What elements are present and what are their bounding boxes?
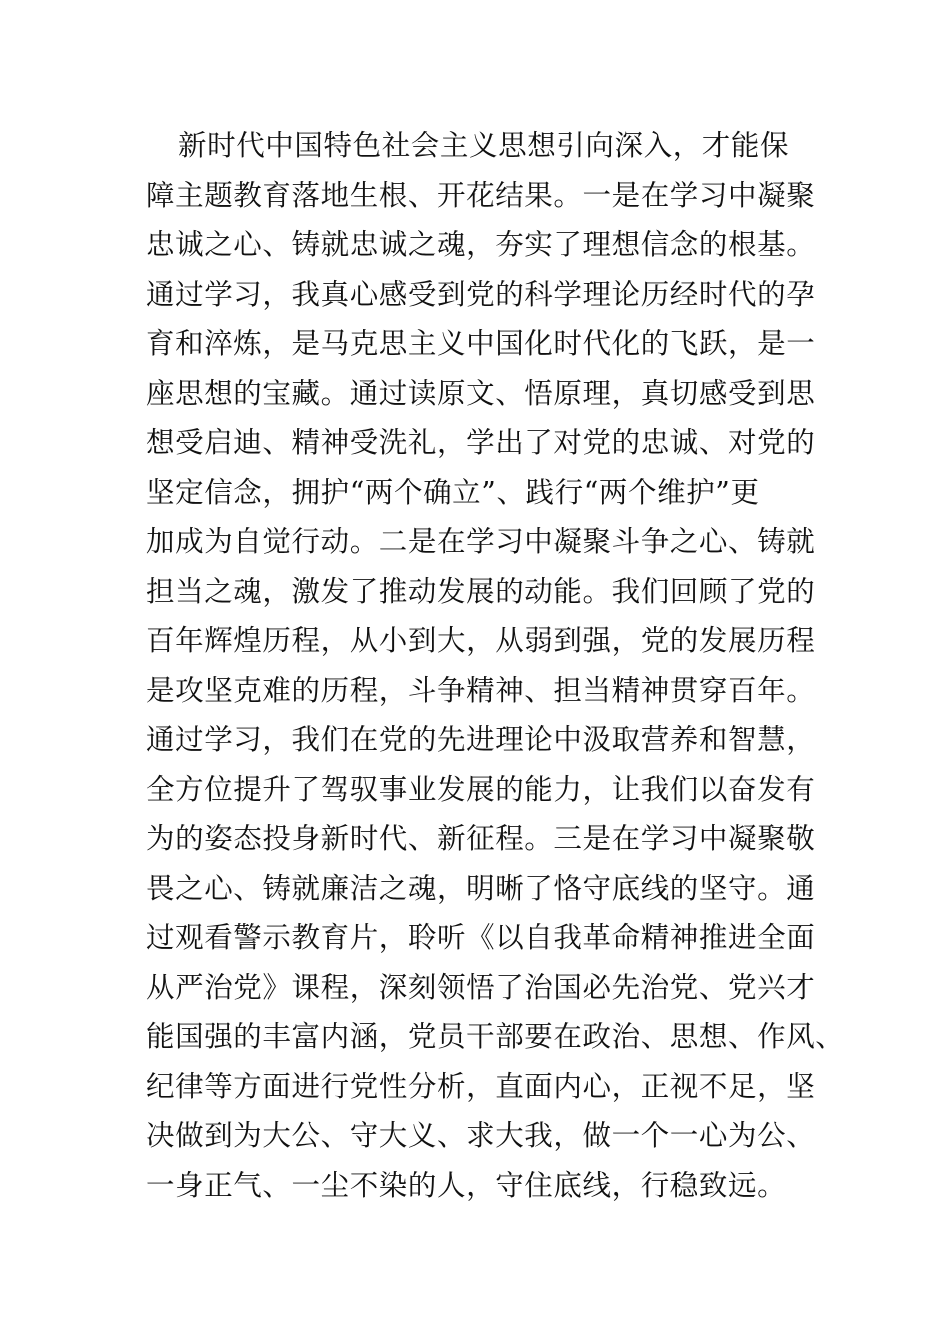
text-line-9: 加成为自觉行动。二是在学习中凝聚斗争之心、铸就: [146, 525, 816, 558]
text-line-18: 从严治党》课程，深刻领悟了治国必先治党、党兴才: [146, 970, 816, 1004]
text-line-8: 坚定信念，拥护“两个确立”、践行“两个维护”更: [146, 475, 760, 509]
text-line-15: 为的姿态投身新时代、新征程。三是在学习中凝聚敬: [146, 822, 816, 855]
body-paragraph: [146, 121, 845, 1210]
text-line-1: 新时代中国特色社会主义思想引向深入，才能保: [178, 129, 790, 162]
text-line-10: 担当之魂，激发了推动发展的动能。我们回顾了党的: [146, 574, 816, 608]
text-line-19: 能国强的丰富内涵，党员干部要在政治、思想、作风、: [146, 1020, 845, 1053]
text-line-7: 想受启迪、精神受洗礼，学出了对党的忠诚、对党的: [146, 426, 816, 459]
text-line-20: 纪律等方面进行党性分析，直面内心，正视不足，坚: [146, 1069, 816, 1103]
text-line-5: 育和淬炼，是马克思主义中国化时代化的飞跃，是一: [146, 327, 816, 360]
text-line-2: 障主题教育落地生根、开花结果。一是在学习中凝聚: [146, 178, 816, 212]
text-line-13: 通过学习，我们在党的先进理论中汲取营养和智慧，: [146, 723, 816, 756]
text-line-4: 通过学习，我真心感受到党的科学理论历经时代的孕: [146, 277, 816, 311]
text-line-21: 决做到为大公、守大义、求大我，做一个一心为公、: [146, 1119, 816, 1152]
text-line-16: 畏之心、铸就廉洁之魂，明晰了恪守底线的坚守。通: [146, 871, 816, 905]
text-line-14: 全方位提升了驾驭事业发展的能力，让我们以奋发有: [146, 772, 816, 806]
text-line-11: 百年辉煌历程，从小到大，从弱到强，党的发展历程: [146, 624, 816, 657]
text-line-3: 忠诚之心、铸就忠诚之魂，夯实了理想信念的根基。: [146, 228, 816, 261]
text-line-6: 座思想的宝藏。通过读原文、悟原理，真切感受到思: [146, 376, 816, 410]
text-line-12: 是攻坚克难的历程，斗争精神、担当精神贯穿百年。: [146, 673, 816, 707]
text-line-17: 过观看警示教育片，聆听《以自我革命精神推进全面: [146, 921, 816, 954]
text-line-22: 一身正气、一尘不染的人，守住底线，行稳致远。: [146, 1168, 787, 1202]
